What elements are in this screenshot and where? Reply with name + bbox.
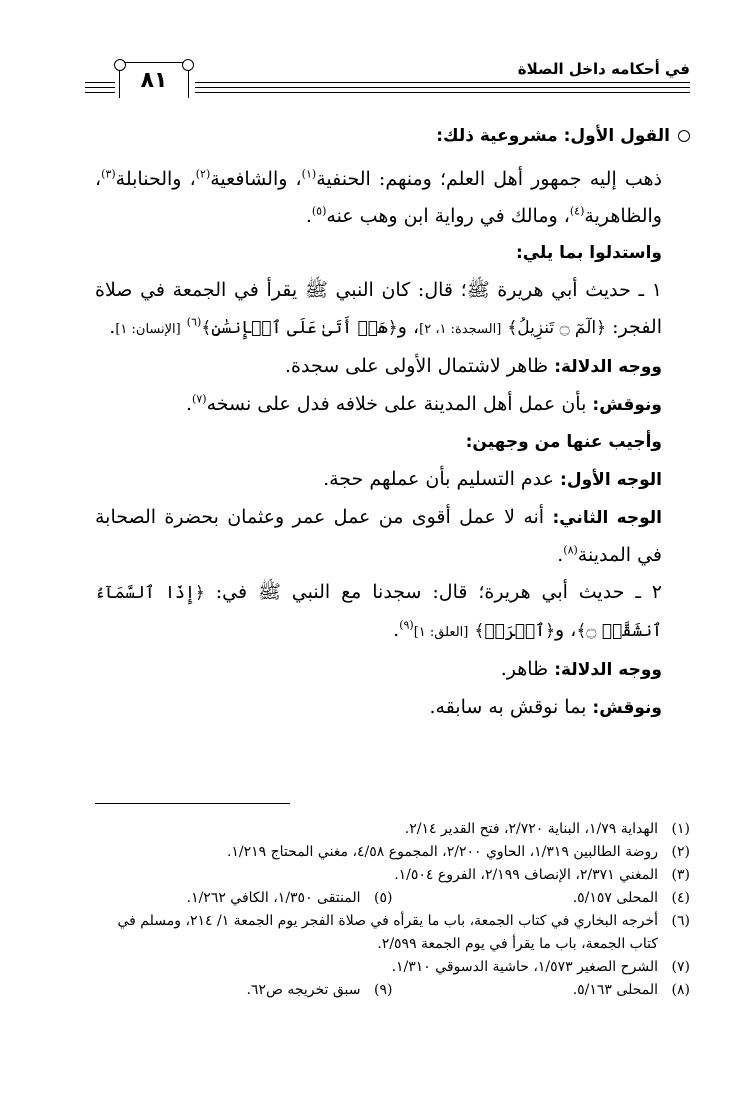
footnote — [95, 818, 690, 841]
label: ونوقش: — [592, 395, 662, 415]
page-number: ٨١ — [119, 62, 189, 98]
text-run: ، و — [555, 619, 577, 641]
text-run: أنه لا عمل أقوى من عمل عمر وعثمان بحضرة الصحابة في المدينة — [95, 506, 662, 566]
quran-verse: ﴿ٱقۡرَأۡ﴾ — [474, 621, 556, 641]
text-run: ذهب إليه جمهور أهل العلم؛ ومنهم: الحنفية — [316, 168, 662, 190]
verse-reference: [السجدة: ١، ٢] — [419, 322, 502, 337]
footnote-text: المحلى ٥/١٥٧. — [572, 890, 658, 906]
footnote-text: أخرجه البخاري في كتاب الجمعة، باب ما يقرأه في صلاة الفجر يوم الجمعة ١/ ٢١٤، ومسلم في كتاب الجمعة، باب ما يقرأ في يوم الجمعة ٢/٥٩٩. — [117, 913, 658, 952]
footnote-number: (٧) — [671, 959, 690, 975]
paragraph — [95, 461, 690, 499]
text-run: ظاهر. — [500, 658, 555, 680]
footnote-text: المحلى ٥/١٦٣. — [572, 982, 658, 998]
section-heading-text: القول الأول: مشروعية ذلك: — [436, 126, 670, 146]
paragraph — [95, 348, 690, 386]
text-run: ، والحنابلة — [115, 168, 196, 190]
footnote-ref: (٧) — [192, 392, 207, 406]
footnote — [95, 864, 690, 887]
footnote-ref: (١) — [301, 167, 317, 181]
circle-bullet-icon — [678, 130, 690, 142]
footnotes — [95, 818, 690, 1002]
label: ووجه الدلالة: — [554, 660, 662, 680]
footnote-number: (٢) — [671, 844, 690, 860]
header-rule — [85, 87, 115, 88]
footnote-number: (٤) — [671, 890, 690, 906]
footnote-text: المنتقى ١/٣٥٠، الكافي ١/٢٦٢. — [186, 890, 361, 906]
paragraph — [95, 651, 690, 689]
label: ونوقش: — [592, 698, 662, 718]
paragraph — [95, 386, 690, 424]
text-run: . — [186, 393, 193, 415]
text-run: . — [393, 619, 400, 641]
paragraph — [95, 272, 690, 348]
footnote-ref: (٩) — [399, 618, 414, 632]
footnote-text: الهداية ١/٧٩، البناية ٢/٧٢٠، فتح القدير ٢/١٤. — [404, 821, 658, 837]
footnote-text: سبق تخريجه ص٦٢. — [246, 982, 361, 998]
text-run: بما نوقش به سابقه. — [429, 696, 593, 718]
footnote — [393, 887, 691, 910]
subheading: واستدلوا بما يلي: — [515, 243, 662, 263]
quran-verse: ﴿هَلۡ أَتَىٰ عَلَى ٱلۡإِنسَٰنِ﴾ — [201, 318, 398, 338]
label: الوجه الأول: — [560, 470, 662, 490]
footnote-number: (٦) — [671, 913, 690, 929]
subheading: وأجيب عنها من وجهين: — [465, 432, 662, 452]
footnote-separator — [95, 803, 290, 804]
footnote-text: روضة الطالبين ١/٣١٩، الحاوي ٢/٢٠٠، المجموع ٤/٥٨، مغني المحتاج ١/٢١٩. — [226, 844, 658, 860]
footnote-text: المغني ٢/٣٧١، الإنصاف ٢/١٩٩، الفروع ١/٥٠٤. — [394, 867, 658, 883]
paragraph — [95, 161, 690, 235]
footnote — [95, 910, 690, 956]
footnote-text: الشرح الصغير ١/٥٧٣، حاشية الدسوقي ١/٣١٠. — [391, 959, 658, 975]
book-page — [95, 0, 690, 1095]
footnote-number: (١) — [671, 821, 690, 837]
header-rule — [85, 92, 115, 93]
footnote-ref: (٣) — [101, 167, 116, 181]
text-run: ١ ـ حديث أبي هريرة ﷺ؛ قال: كان النبي ﷺ يقرأ في الجمعة في صلاة الفجر: — [95, 279, 662, 338]
text-run: . — [109, 316, 116, 338]
section-heading — [95, 118, 690, 155]
header-rule — [195, 92, 690, 93]
paragraph — [95, 689, 690, 727]
text-run: . — [305, 205, 312, 227]
footnote-ref: (٤) — [569, 204, 585, 218]
text-run: ، والشافعية — [210, 168, 302, 190]
footnote — [393, 979, 691, 1002]
quran-verse: ﴿إِذَا ٱلسَّمَآءُ ٱنشَقَّتۡ ۝﴾ — [95, 583, 662, 641]
footnote — [95, 887, 393, 910]
text-run: ظاهر لاشتمال الأولى على سجدة. — [284, 355, 555, 377]
main-text — [95, 118, 690, 727]
text-run: عدم التسليم بأن عملهم حجة. — [323, 468, 561, 490]
text-run: ٢ ـ حديث أبي هريرة؛ قال: سجدنا مع النبي ﷺ في: — [204, 581, 662, 603]
footnote-ref: (٥) — [311, 204, 327, 218]
label: الوجه الثاني: — [552, 508, 663, 528]
header-rule — [195, 82, 690, 83]
footnote-ref: (٨) — [563, 543, 578, 557]
footnote-pair — [95, 979, 690, 1002]
quran-verse: ﴿الٓمٓ ۝ تَنزِيلُ﴾ — [507, 318, 607, 338]
footnote-number: (٥) — [374, 890, 393, 906]
footnote-number: (٩) — [374, 982, 393, 998]
text-run: ، و — [397, 316, 420, 338]
text-run: ، والظاهرية — [95, 168, 662, 227]
text-run: بأن عمل أهل المدينة على خلافه فدل على نسخه — [206, 393, 593, 415]
text-run: ، ومالك في رواية ابن وهب عنه — [326, 205, 570, 227]
footnote-ref: (٦) — [186, 315, 202, 329]
running-head: في أحكامه داخل الصلاة — [517, 60, 690, 78]
footnote-ref: (٢) — [195, 167, 211, 181]
footnote-pair — [95, 887, 690, 910]
page-header — [95, 58, 690, 98]
footnote — [95, 956, 690, 979]
paragraph — [95, 574, 690, 651]
paragraph — [95, 499, 690, 574]
footnote-number: (٨) — [671, 982, 690, 998]
text-run: . — [557, 544, 564, 566]
verse-reference: [العلق: ١] — [413, 625, 469, 640]
footnote — [95, 841, 690, 864]
verse-reference: [الإنسان: ١] — [115, 322, 181, 337]
label: ووجه الدلالة: — [554, 357, 662, 377]
footnote — [95, 979, 393, 1002]
header-rule — [85, 82, 115, 83]
header-rule — [195, 87, 690, 88]
footnote-number: (٣) — [671, 867, 690, 883]
